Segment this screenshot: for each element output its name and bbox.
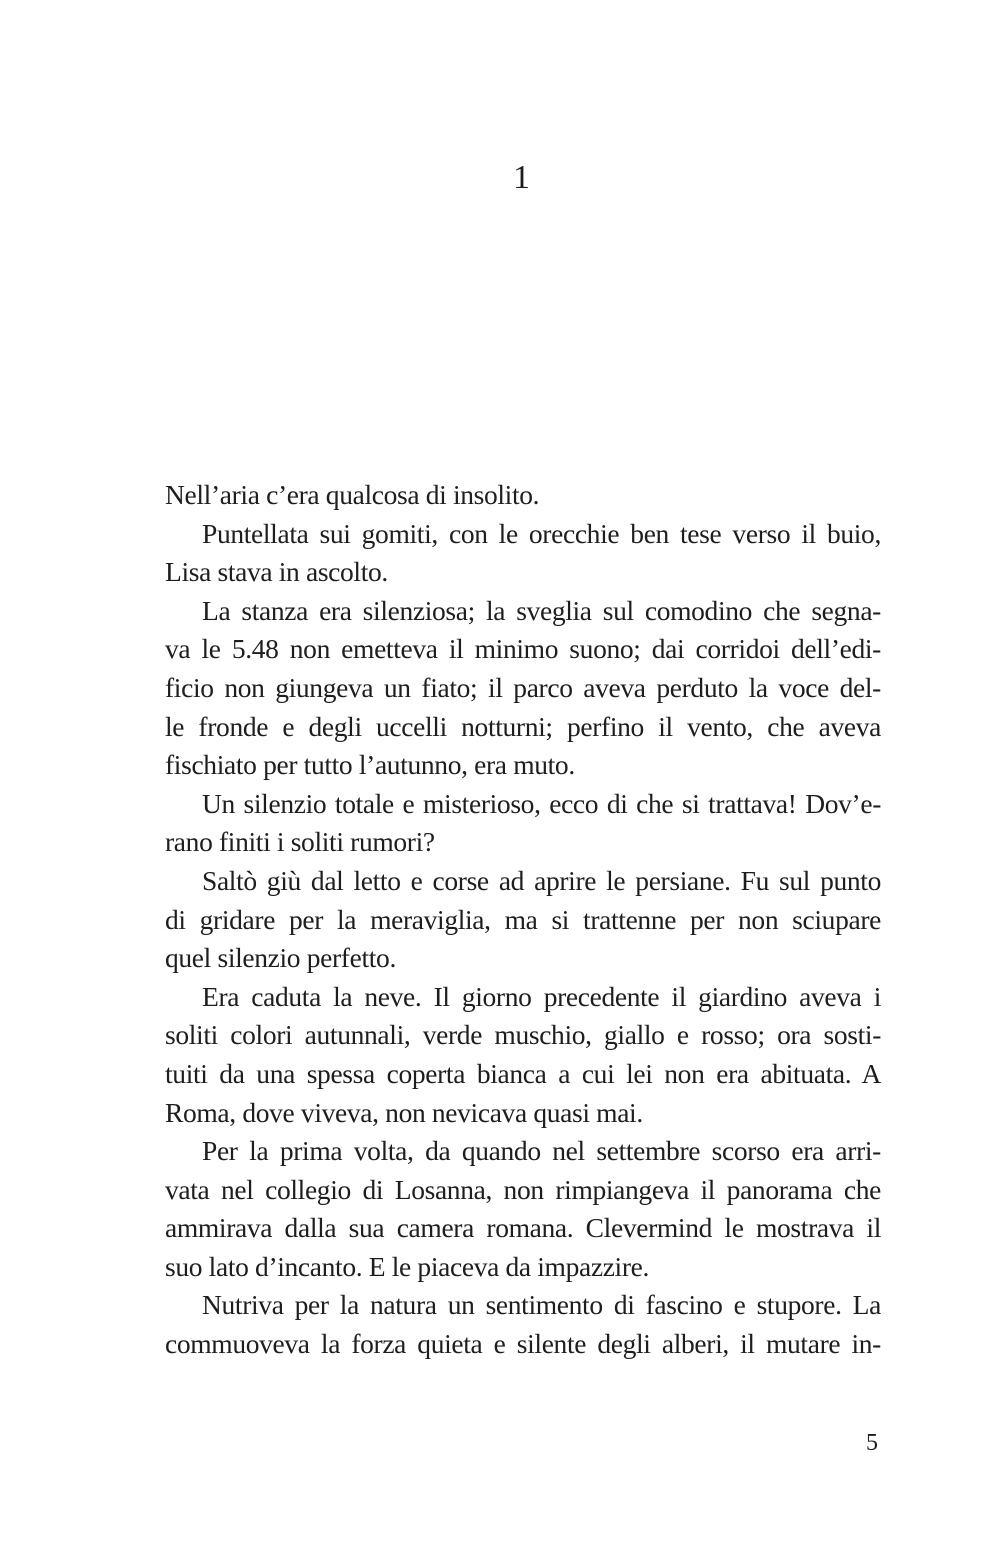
text-line: soliti colori autunnali, verde muschio, giallo e rosso; ora sosti- [165, 1019, 881, 1051]
paragraph-first-line: Per la prima volta, da quando nel settembre scorso era arri- [202, 1135, 881, 1167]
paragraph-first-line: Puntellata sui gomiti, con le orecchie ben tese verso il buio, [202, 517, 881, 549]
text-line: ficio non giungeva un fiato; il parco aveva perduto la voce del- [165, 671, 881, 703]
text-line: fischiato per tutto l’autunno, era muto. [165, 749, 575, 781]
paragraph-first-line: Nutriva per la natura un sentimento di fascino e stupore. La [202, 1289, 881, 1321]
text-line: tuiti da una spessa coperta bianca a cui lei non era abituata. A [165, 1057, 881, 1089]
text-line: Roma, dove viveva, non nevicava quasi mai. [165, 1096, 643, 1128]
text-line: Lisa stava in ascolto. [165, 556, 388, 588]
page-number: 5 [866, 1430, 878, 1456]
paragraph-first-line: La stanza era silenziosa; la sveglia sul comodino che segna- [202, 594, 881, 626]
text-line: rano finiti i soliti rumori? [165, 826, 435, 858]
chapter-number: 1 [513, 159, 530, 196]
paragraph-first-line: Un silenzio totale e misterioso, ecco di che si trattava! Dov’e- [202, 787, 881, 819]
text-line: vata nel collegio di Losanna, non rimpiangeva il panorama che [165, 1173, 881, 1205]
text-line: ammirava dalla sua camera romana. Clevermind le mostrava il [165, 1212, 881, 1244]
body-text [165, 476, 881, 1364]
text-line: va le 5.48 non emetteva il minimo suono; dai corridoi dell’edi- [165, 633, 881, 665]
text-line: commuoveva la forza quieta e silente degli alberi, il mutare in- [165, 1328, 881, 1360]
text-line: le fronde e degli uccelli notturni; perfino il vento, che aveva [165, 710, 881, 742]
paragraph-first-line: Era caduta la neve. Il giorno precedente il giardino aveva i [202, 980, 881, 1012]
paragraph-first-line: Saltò giù dal letto e corse ad aprire le persiane. Fu sul punto [202, 864, 881, 896]
text-line: Nell’aria c’era qualcosa di insolito. [165, 479, 540, 510]
text-line: di gridare per la meraviglia, ma si trattenne per non sciupare [165, 903, 881, 935]
text-line: suo lato d’incanto. E le piaceva da impazzire. [165, 1250, 650, 1282]
text-line: quel silenzio perfetto. [165, 942, 396, 974]
